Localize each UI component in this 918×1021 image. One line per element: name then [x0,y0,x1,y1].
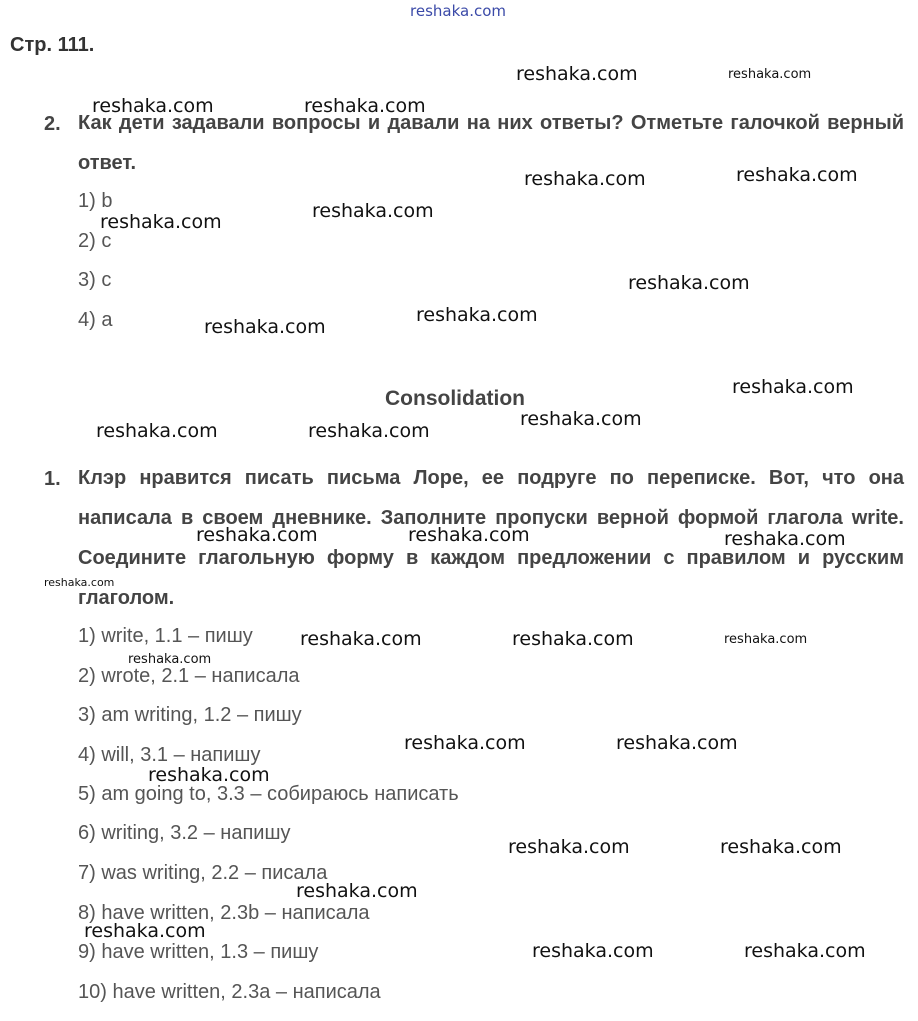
watermark-text: reshaka.com [520,408,642,430]
watermark-text: reshaka.com [512,628,634,650]
site-header-link[interactable]: reshaka.com [410,2,506,20]
exercise-2-question: Как дети задавали вопросы и давали на них ответы? Отметьте галочкой верный ответ. [78,112,904,174]
watermark-text: reshaka.com [524,168,646,190]
watermark-text: reshaka.com [148,764,270,786]
exercise-1-answer-4: 4) will, 3.1 – напишу [78,744,261,766]
exercise-1-answer-7: 7) was writing, 2.2 – писала [78,862,328,884]
watermark-text: reshaka.com [728,67,812,82]
exercise-1-question: Клэр нравится писать письма Лоре, ее подруге по переписке. Вот, что она написала в своем дневнике. Заполните пропуски верной формой глагола write. Соедините глагольную форму в каждом предложении с правилом и русским глаголом. [78,467,904,609]
exercise-1-answer-8: 8) have written, 2.3b – написала [78,902,370,924]
watermark-text: reshaka.com [404,732,526,754]
watermark-text: reshaka.com [100,211,222,233]
watermark-text: reshaka.com [532,940,654,962]
watermark-text: reshaka.com [416,304,538,326]
watermark-text: reshaka.com [724,632,808,647]
watermark-text: reshaka.com [300,628,422,650]
exercise-1-number: 1. [44,468,61,490]
watermark-text: reshaka.com [204,316,326,338]
exercise-1-answer-5: 5) am going to, 3.3 – собираюсь написать [78,783,459,805]
page-number: Стр. 111. [10,34,95,56]
exercise-1-answer-3: 3) am writing, 1.2 – пишу [78,704,302,726]
watermark-text: reshaka.com [628,272,750,294]
exercise-2-answer-2: 2) c [78,230,112,252]
watermark-text: reshaka.com [92,95,214,117]
exercise-2-answer-3: 3) c [78,269,112,291]
watermark-text: reshaka.com [736,164,858,186]
exercise-1-answer-6: 6) writing, 3.2 – напишу [78,822,291,844]
watermark-text: reshaka.com [732,376,854,398]
watermark-text: reshaka.com [508,836,630,858]
watermark-text: reshaka.com [308,420,430,442]
watermark-text: reshaka.com [744,940,866,962]
watermark-text: reshaka.com [516,63,638,85]
watermark-text: reshaka.com [304,95,426,117]
exercise-2-answer-1: 1) b [78,190,113,212]
watermark-text: reshaka.com [720,836,842,858]
watermark-text: reshaka.com [44,576,115,589]
exercise-1-answer-2: 2) wrote, 2.1 – написала [78,665,300,687]
exercise-1-answer-9: 9) have written, 1.3 – пишу [78,941,319,963]
watermark-text: reshaka.com [128,652,212,667]
watermark-text: reshaka.com [408,524,530,546]
watermark-text: reshaka.com [616,732,738,754]
exercise-1-answer-10: 10) have written, 2.3a – написала [78,981,381,1003]
watermark-text: reshaka.com [84,920,206,942]
exercise-2-answer-4: 4) a [78,309,113,331]
watermark-text: reshaka.com [196,524,318,546]
watermark-text: reshaka.com [296,880,418,902]
exercise-2-number: 2. [44,113,61,135]
watermark-text: reshaka.com [724,528,846,550]
exercise-1-answer-1: 1) write, 1.1 – пишу [78,625,253,647]
watermark-text: reshaka.com [96,420,218,442]
section-title: Consolidation [385,387,525,410]
watermark-text: reshaka.com [312,200,434,222]
